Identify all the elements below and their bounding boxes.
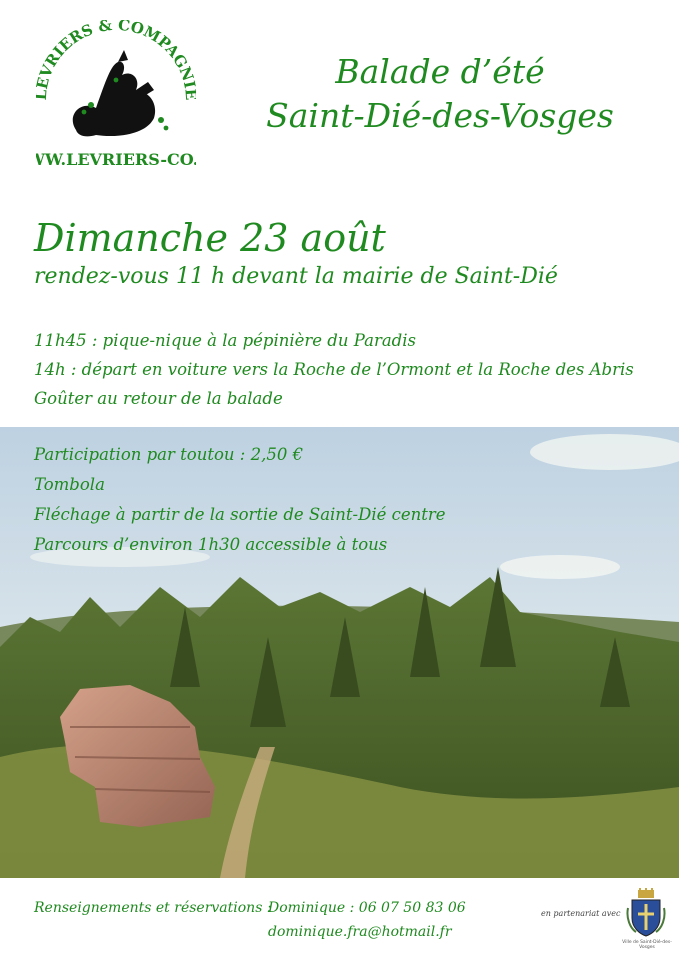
contact-label: Renseignements et réservations : — [34, 900, 272, 916]
contact-footer — [0, 878, 679, 960]
logo-name: VRIERS & COMPAGN — [36, 20, 196, 84]
title-line-1: Balade d’été — [335, 52, 545, 91]
info-item: Parcours d’environ 1h30 accessible à tous — [34, 535, 388, 554]
partner-label: en partenariat avec — [541, 909, 621, 918]
city-crest-icon — [626, 888, 666, 948]
schedule-item: 11h45 : pique-nique à la pépinière du Paradis — [34, 331, 416, 350]
crest-caption: Ville de Saint-Dié-des-Vosges — [622, 940, 672, 950]
info-item: Participation par toutou : 2,50 € — [34, 445, 304, 464]
levriers-compagnie-logo — [36, 20, 196, 175]
event-title — [230, 50, 650, 138]
info-item: Tombola — [34, 475, 105, 494]
title-line-2: Saint-Dié-des-Vosges — [266, 96, 614, 135]
contact-email: dominique.fra@hotmail.fr — [268, 924, 452, 940]
info-item: Fléchage à partir de la sortie de Saint-Dié centre — [34, 505, 446, 524]
schedule-item: Goûter au retour de la balade — [34, 389, 283, 408]
event-info — [34, 440, 446, 560]
logo-url: WW.LEVRIERS-CO — [36, 150, 193, 169]
event-date: Dimanche 23 août — [34, 216, 386, 260]
schedule-list — [34, 326, 634, 413]
contact-phone: Dominique : 06 07 50 83 06 — [268, 900, 466, 916]
schedule-item: 14h : départ en voiture vers la Roche de l’Ormont et la Roche des Abris — [34, 360, 634, 379]
greyhound-icon — [73, 50, 169, 136]
meeting-point: rendez-vous 11 h devant la mairie de Saint-Dié — [34, 264, 558, 289]
